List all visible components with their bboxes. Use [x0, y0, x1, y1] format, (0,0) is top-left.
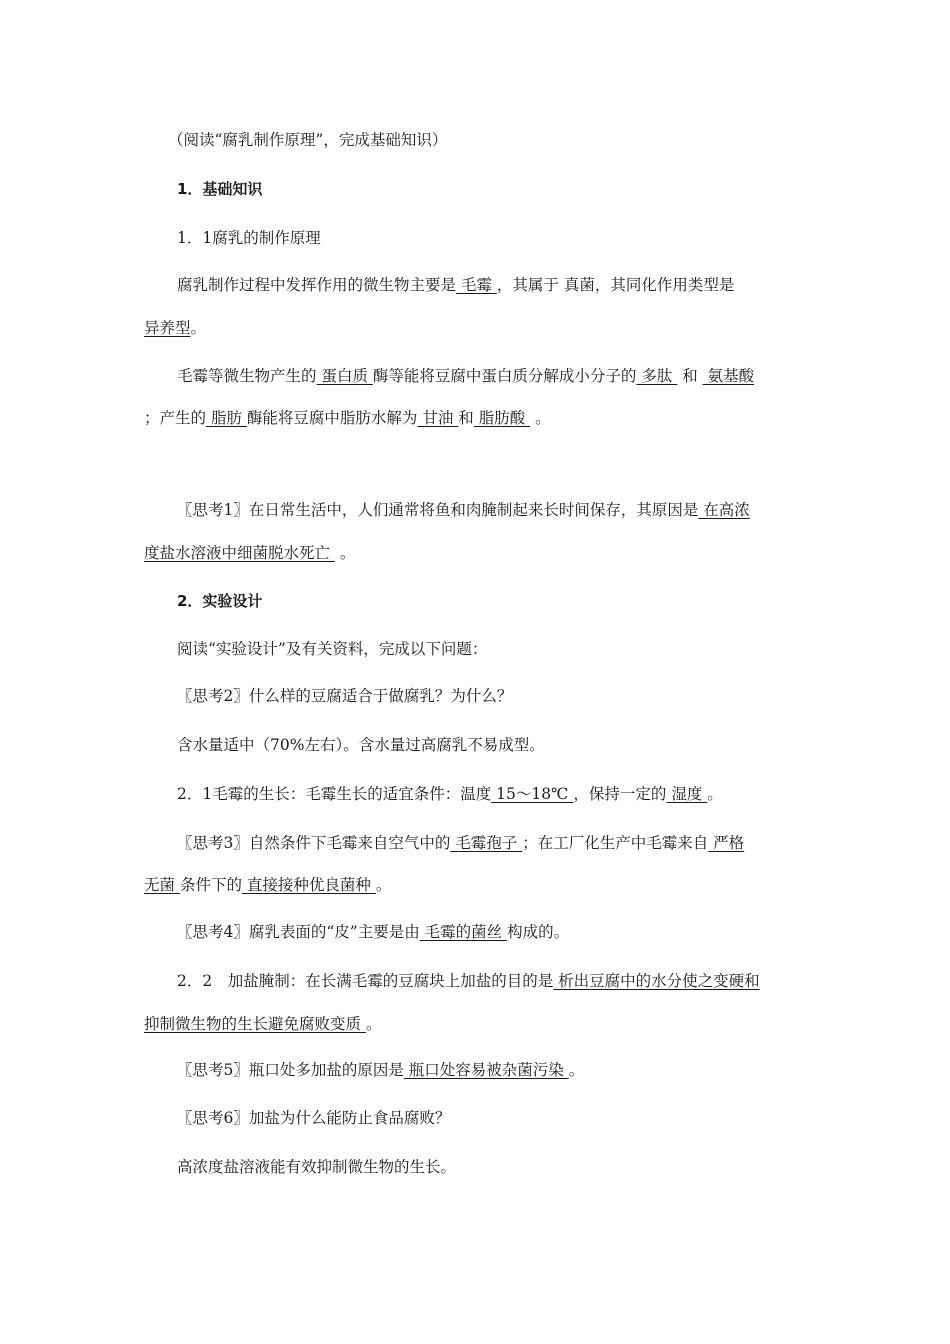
- think-2-question: 〖思考2〗什么样的豆腐适合于做腐乳？为什么？: [177, 687, 513, 705]
- think-6-question: 〖思考6〗加盐为什么能防止食品腐败？: [177, 1109, 451, 1127]
- subsection-2-1: 2．1毛霉的生长：毛霉生长的适宜条件：温度 15～18℃ ，保持一定的 湿度 。: [177, 785, 723, 803]
- answer-peptide: 多肽: [636, 367, 678, 385]
- paragraph-microorganism: 腐乳制作过程中发挥作用的微生物主要是 毛霉 ，其属于 真菌，其同化作用类型是: [177, 276, 735, 294]
- subsection-2-2: 2．2 加盐腌制：在长满毛霉的豆腐块上加盐的目的是 析出豆腐中的水分使之变硬和: [177, 972, 760, 990]
- answer-mold: 毛霉: [456, 276, 497, 294]
- think-5: 〖思考5〗瓶口处多加盐的原因是 瓶口处容易被杂菌污染 。: [177, 1061, 585, 1079]
- think-2-answer: 含水量适中（70%左右）。含水量过高腐乳不易成型。: [177, 736, 545, 754]
- answer-sterile-cont: 无菌: [144, 876, 180, 894]
- answer-salt-purpose-cont: 抑制微生物的生长避免腐败变质: [144, 1015, 366, 1033]
- paragraph-enzymes-cont: ；产生的 脂肪 酶能将豆腐中脂肪水解为 甘油 和 脂肪酸 。: [144, 409, 551, 427]
- think-1: 〖思考1〗在日常生活中，人们通常将鱼和肉腌制起来长时间保存，其原因是 在高浓: [177, 501, 750, 519]
- think-1-cont: 度盐水溶液中细菌脱水死亡 。: [144, 544, 356, 562]
- answer-lipase: 脂肪: [206, 409, 247, 427]
- answer-inoculate: 直接接种优良菌种: [241, 876, 376, 894]
- answer-bottle-mouth: 瓶口处容易被杂菌污染: [403, 1061, 569, 1079]
- answer-temperature: 15～18℃: [491, 785, 574, 803]
- answer-think-1-cont: 度盐水溶液中细菌脱水死亡: [144, 544, 335, 562]
- answer-hyphae: 毛霉的菌丝: [419, 923, 508, 941]
- section-2-heading: 2．实验设计: [177, 592, 263, 610]
- answer-salt-purpose: 析出豆腐中的水分使之变硬和: [553, 972, 760, 990]
- answer-heterotroph: 异养型: [144, 319, 191, 337]
- think-4: 〖思考4〗腐乳表面的“皮”主要是由 毛霉的菌丝 构成的。: [177, 923, 570, 941]
- subsection-2-2-cont: 抑制微生物的生长避免腐败变质 。: [144, 1015, 382, 1033]
- think-3: 〖思考3〗自然条件下毛霉来自空气中的 毛霉孢子 ；在工厂化生产中毛霉来自 严格: [177, 834, 745, 852]
- think-6-answer: 高浓度盐溶液能有效抑制微生物的生长。: [177, 1158, 457, 1176]
- answer-think-1: 在高浓: [698, 501, 750, 519]
- answer-protease: 蛋白质: [316, 367, 373, 385]
- answer-glycerol: 甘油: [417, 409, 459, 427]
- answer-amino-acid: 氨基酸: [702, 367, 755, 385]
- intro-note: （阅读“腐乳制作原理”，完成基础知识）: [168, 131, 448, 149]
- subsection-1-1-title: 1．1腐乳的制作原理: [177, 229, 321, 247]
- section-1-heading: 1．基础知识: [177, 180, 263, 198]
- answer-sterile: 严格: [708, 834, 745, 852]
- answer-fungi: 真菌: [558, 276, 595, 294]
- answer-humidity: 湿度: [666, 785, 708, 803]
- paragraph-enzymes: 毛霉等微生物产生的 蛋白质 酶等能将豆腐中蛋白质分解成小分子的 多肽 和 氨基酸: [177, 367, 755, 385]
- answer-spores: 毛霉孢子: [450, 834, 523, 852]
- paragraph-microorganism-cont: 异养型。: [144, 319, 207, 337]
- read-instruction: 阅读“实验设计”及有关资料，完成以下问题：: [177, 640, 488, 658]
- answer-fatty-acid: 脂肪酸: [473, 409, 531, 427]
- think-3-cont: 无菌 条件下的 直接接种优良菌种 。: [144, 876, 392, 894]
